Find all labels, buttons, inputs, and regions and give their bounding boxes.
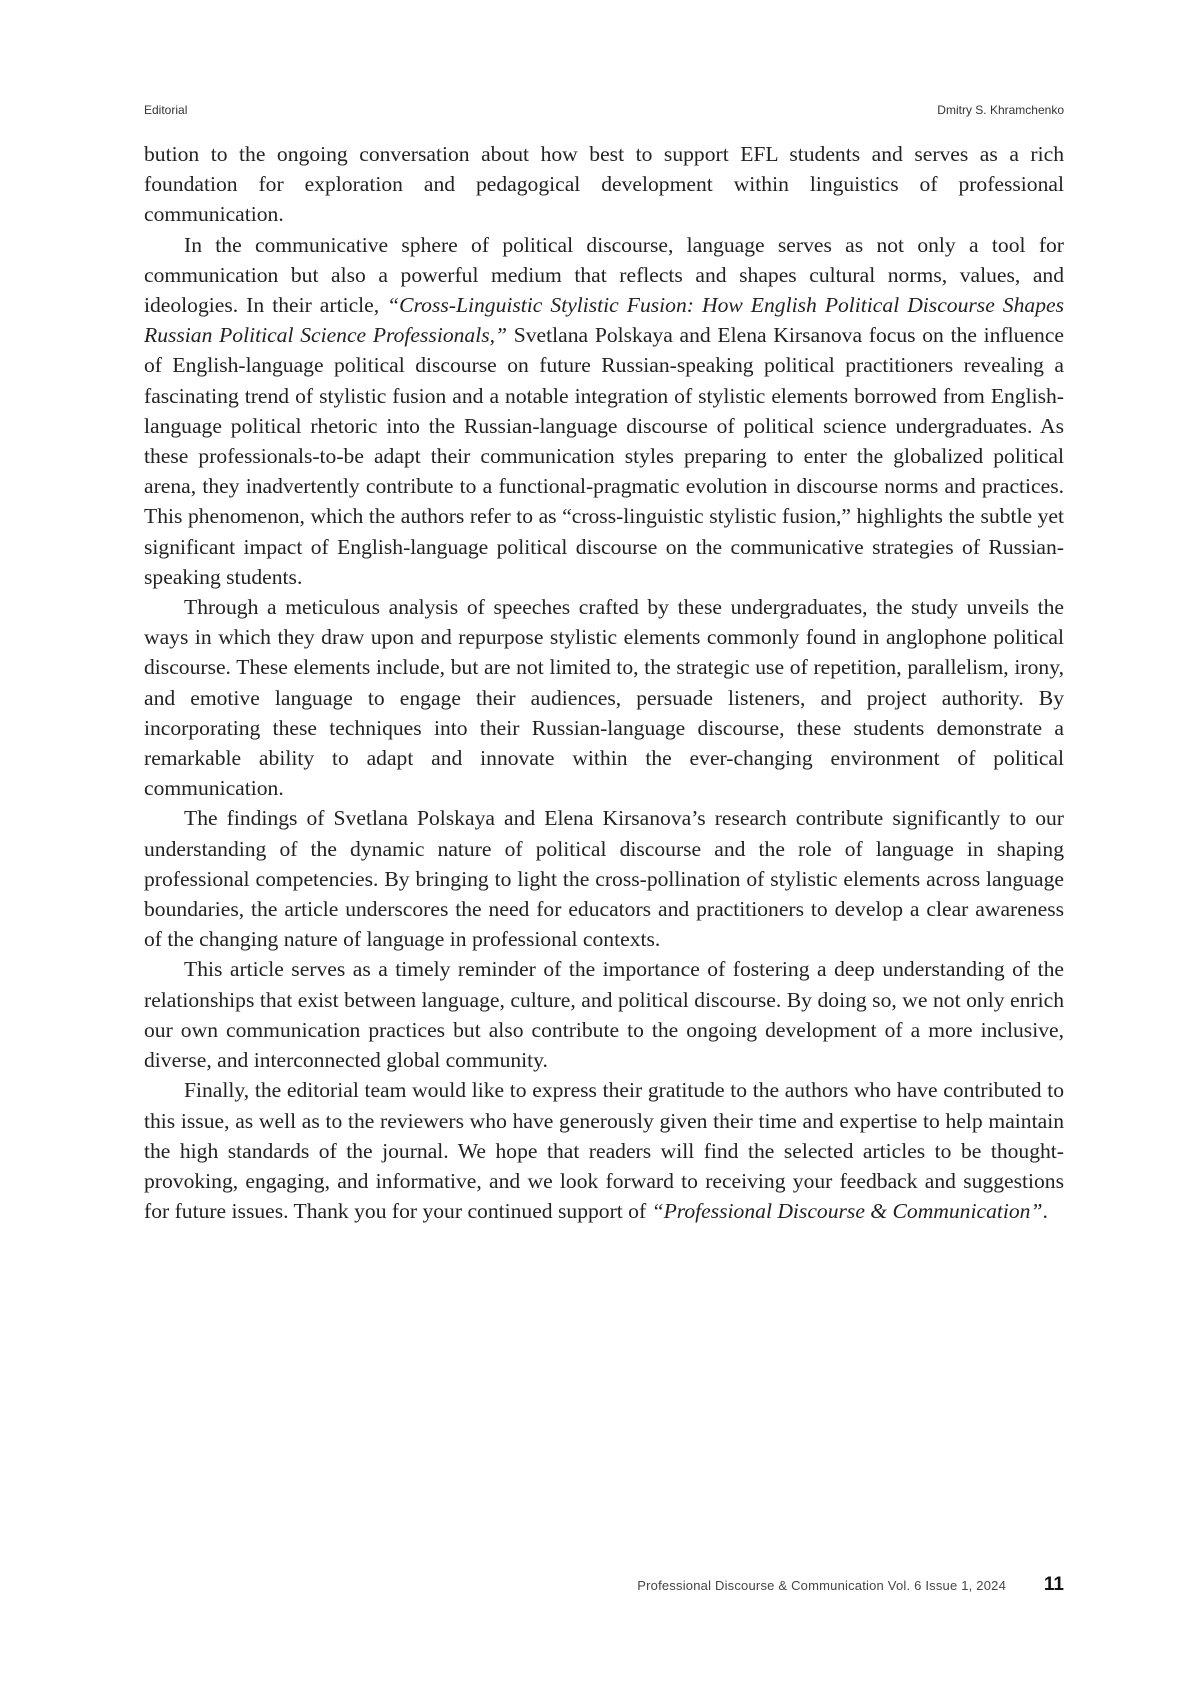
italic-title: “Professional Discourse & Communication” [651,1199,1043,1224]
body-text [144,139,1064,1226]
paragraph [144,592,1064,803]
italic-title: “Cross-Linguistic Stylistic Fusion: How English Political Discourse Shapes Russian Political Science Professionals,” [144,293,1064,348]
text-segment: Through a meticulous analysis of speeches crafted by these undergraduates, the study unveils the ways in which they draw upon and repurpose stylistic elements commonly found in anglophone political discourse. These elements include, but are not limited to, the strategic use of repetition, parallelism, irony, and emotive language to engage their audiences, persuade listeners, and project authority. By incorporating these techniques into their Russian-language discourse, these students demonstrate a remarkable ability to adapt and innovate within the ever-changing environment of political communication. [144,595,1064,801]
paragraph [144,954,1064,1075]
text-segment: This article serves as a timely reminder of the importance of fostering a deep understanding of the relationships that exist between language, culture, and political discourse. By doing so, we not only enrich our own communication practices but also contribute to the ongoing development of a more inclusive, diverse, and interconnected global community. [144,957,1064,1073]
page-number: 11 [1043,1574,1064,1595]
page-footer [144,1574,1064,1598]
paragraph [144,230,1064,592]
text-segment: Svetlana Polskaya and Elena Kirsanova focus on the influence of English-language political discourse on future Russian-speaking political practitioners revealing a fascinating trend of stylistic fusion and a notable integration of stylistic elements borrowed from English-language political rhetoric into the Russian-language discourse of political science undergraduates. As these professionals-to-be adapt their communication styles preparing to enter the globalized political arena, they inadvertently contribute to a functional-pragmatic evolution in discourse norms and practices. This phenomenon, which the authors refer to as “cross-linguistic stylistic fusion,” highlights the subtle yet significant impact of English-language political discourse on the communicative strategies of Russian-speaking students. [144,323,1064,589]
text-segment: Finally, the editorial team would like to express their gratitude to the authors who have contributed to this issue, as well as to the reviewers who have generously given their time and expertise to help maintain the high standards of the journal. We hope that readers will find the selected articles to be thought-provoking, engaging, and informative, and we look forward to receiving your feedback and suggestions for future issues. Thank you for your continued support of [144,1078,1064,1224]
text-segment: . [1042,1199,1048,1224]
paragraph [144,1075,1064,1226]
text-segment: bution to the ongoing conversation about how best to support EFL students and serves as a rich foundation for exploration and pedagogical development within linguistics of professional communication. [144,142,1064,227]
paragraph [144,803,1064,954]
paragraph [144,139,1064,230]
section-label: Editorial [144,103,188,117]
running-head [144,103,1064,119]
text-segment: In the communicative sphere of political discourse, language serves as not only a tool for communication but also a powerful medium that reflects and shapes cultural norms, values, and ideologies. In their article, [144,232,1064,318]
author-name: Dmitry S. Khramchenko [937,103,1064,117]
journal-citation: Professional Discourse & Communication Vol. 6 Issue 1, 2024 [637,1578,1006,1593]
text-segment: The findings of Svetlana Polskaya and Elena Kirsanova’s research contribute significantly to our understanding of the dynamic nature of political discourse and the role of language in shaping professional competencies. By bringing to light the cross-pollination of stylistic elements across language boundaries, the article underscores the need for educators and practitioners to develop a clear awareness of the changing nature of language in professional contexts. [144,806,1064,952]
